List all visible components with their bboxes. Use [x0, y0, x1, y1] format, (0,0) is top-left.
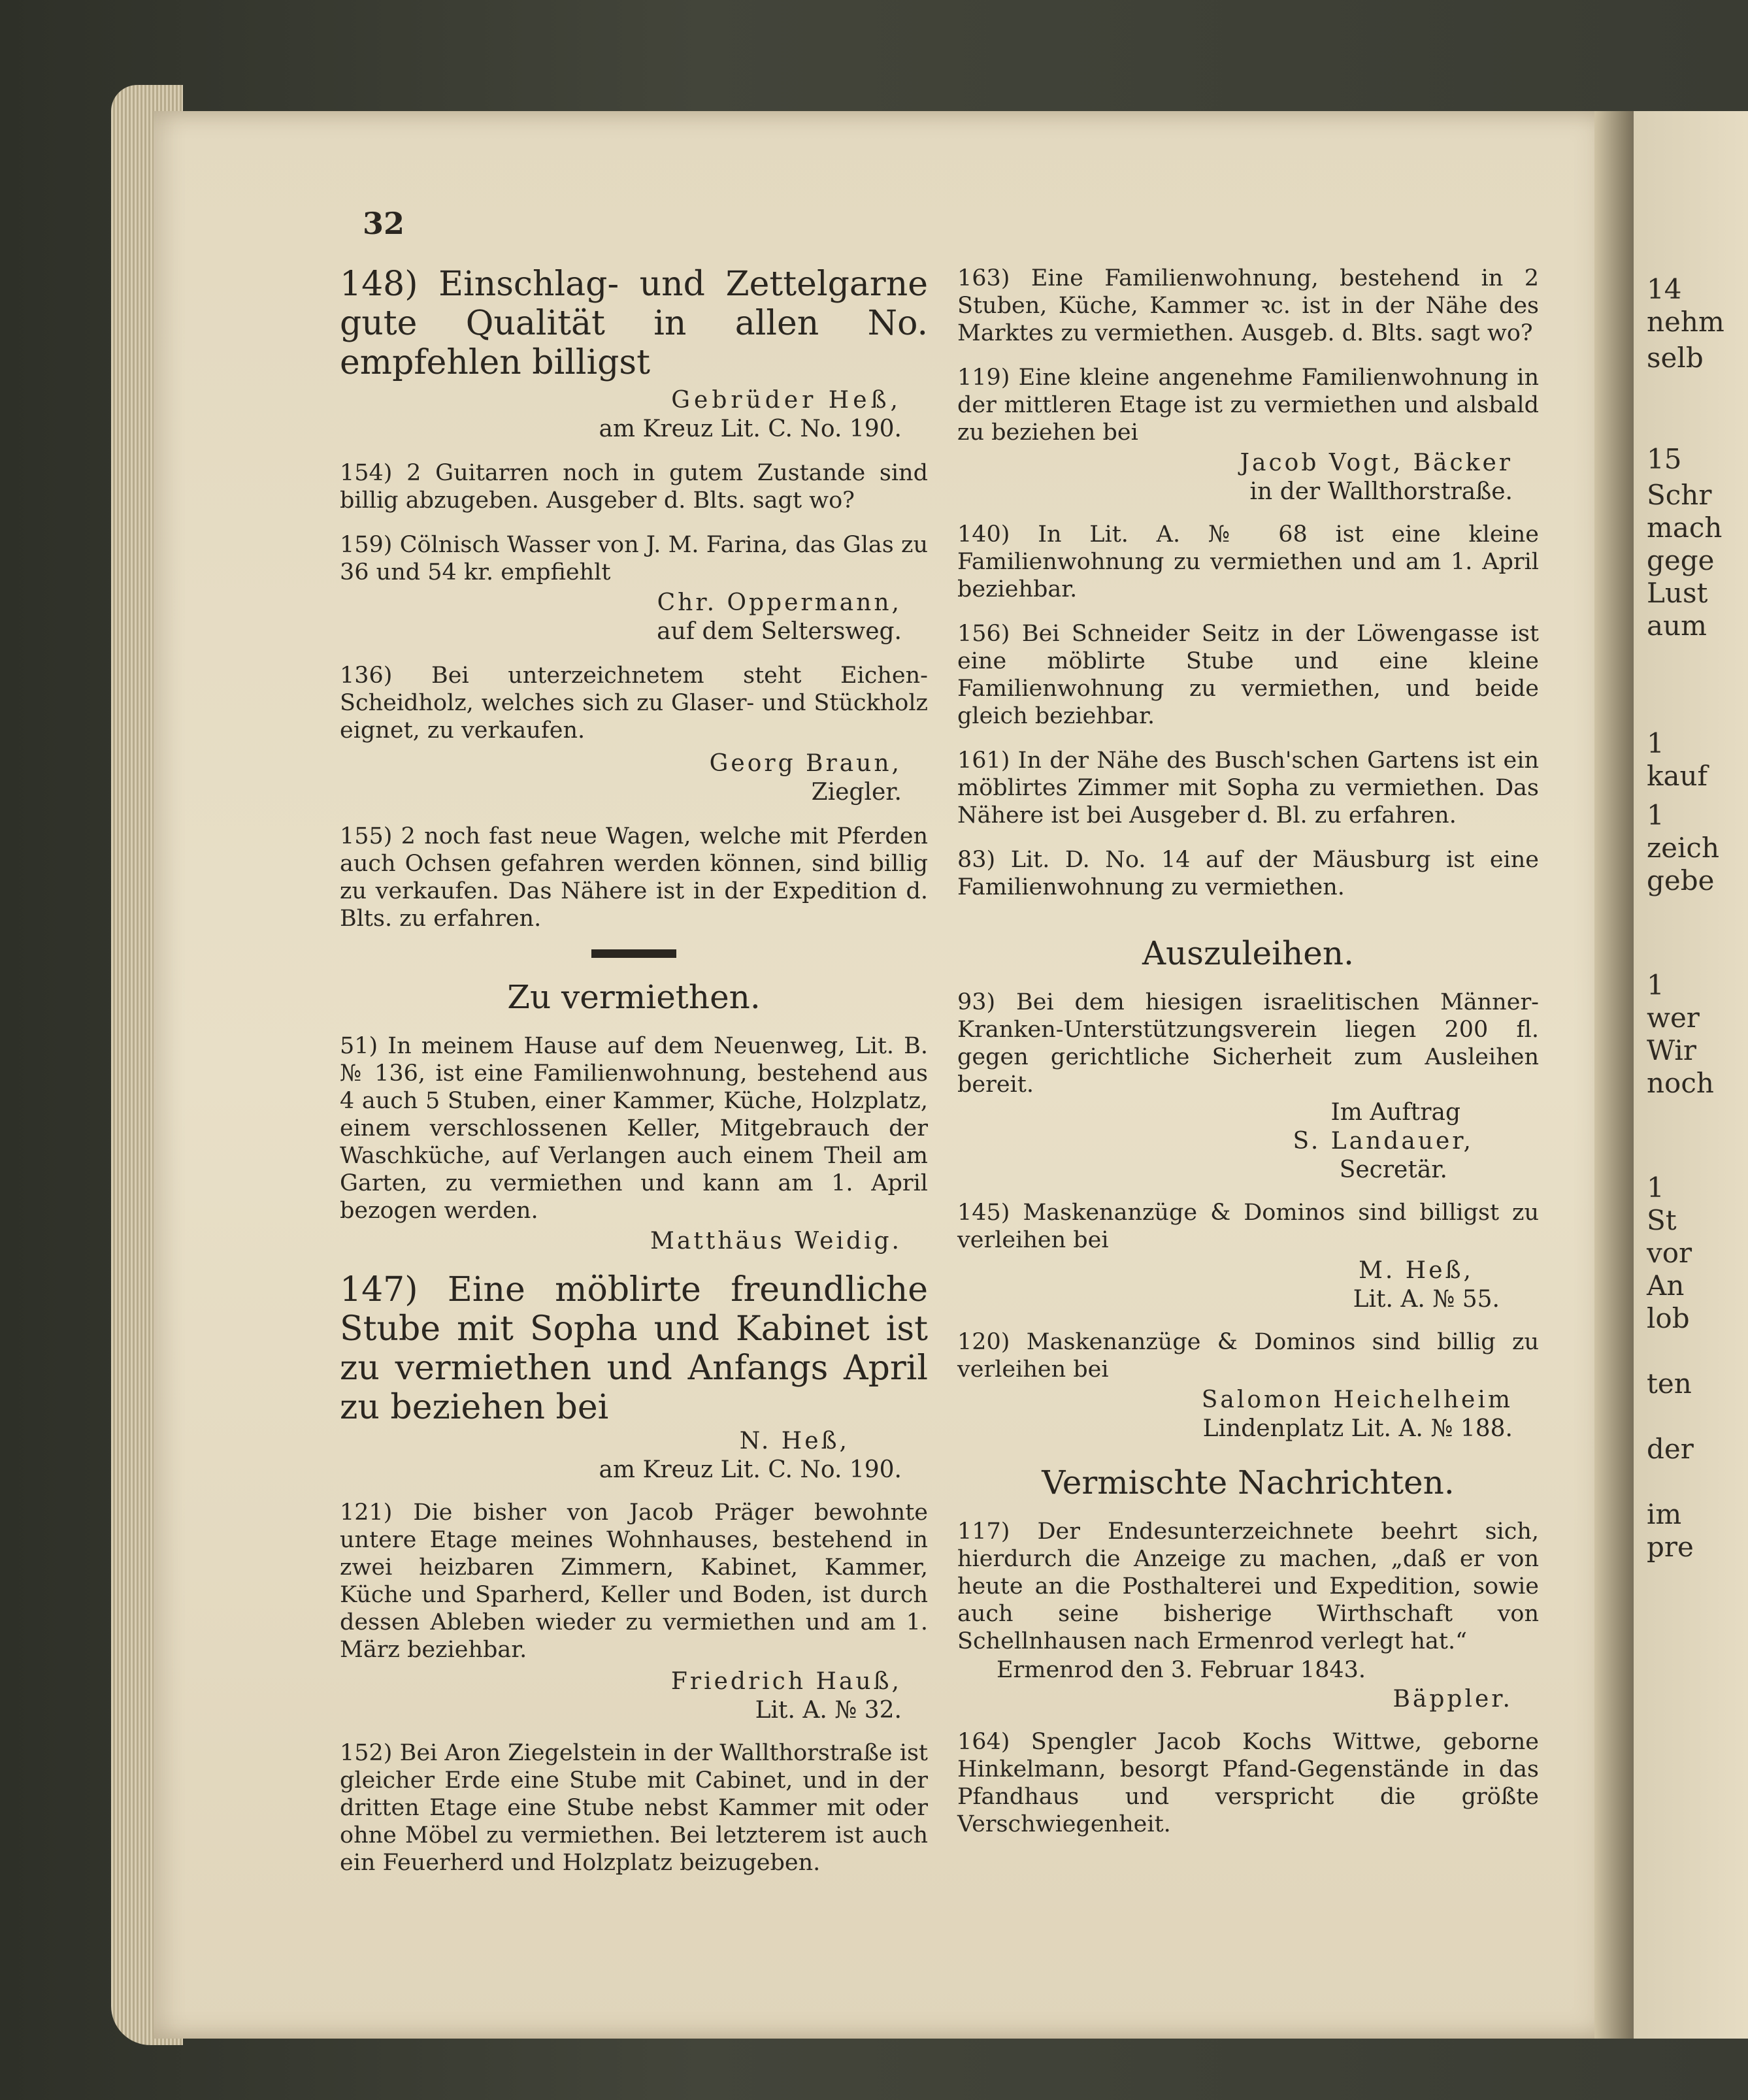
- ad-147: 147) Eine möblirte freundliche Stube mit Sopha und Kabinet ist zu vermiethen und Anfangs April zu beziehen bei: [340, 1270, 928, 1427]
- right-column: [957, 265, 1539, 1855]
- ad-119: 119) Eine kleine angenehme Familienwohnung in der mittleren Etage ist zu vermiethen und alsbald zu beziehen bei: [957, 365, 1539, 446]
- ad-136: 136) Bei unterzeichnetem steht Eichen-Scheidholz, welches sich zu Glaser- und Stückholz eignet, zu verkaufen.: [340, 663, 928, 744]
- ad-51: 51) In meinem Hause auf dem Neuenweg, Lit. B. № 136, ist eine Familienwohnung, bestehend aus 4 auch 5 Stuben, einer Kammer, Küche, Holzplatz, einem verschlossenen Keller, Mitgebrauch der Waschküche, auf Verlangen auch einem Theil am Garten, zu vermiethen und kann am 1. April bezogen werden.: [340, 1033, 928, 1224]
- ad-161: 161) In der Nähe des Busch'schen Gartens ist ein möblirtes Zimmer mit Sopha zu vermiethen. Das Nähere ist bei Ausgeber d. Bl. zu erfahren.: [957, 747, 1539, 829]
- ad-147-address: am Kreuz Lit. C. No. 190.: [599, 1456, 902, 1483]
- next-page-fragment: 15: [1647, 443, 1682, 475]
- ad-152: 152) Bei Aron Ziegelstein in der Wallthorstraße ist gleicher Erde eine Stube mit Cabinet, und in der dritten Etage eine Stube nebst Kammer mit oder ohne Möbel zu vermiethen. Bei letzterem ist auch ein Feuerherd und Holzplatz beizugeben.: [340, 1740, 928, 1876]
- ad-159-address: auf dem Seltersweg.: [657, 618, 902, 645]
- next-page-fragment: 1: [1647, 727, 1664, 759]
- ad-120-signature: Salomon Heichelheim: [1201, 1386, 1513, 1413]
- next-page-fragment: aum: [1647, 610, 1707, 642]
- next-page-fragment: gege: [1647, 544, 1715, 576]
- next-page-fragment: 14: [1647, 273, 1682, 305]
- ad-119-signature: Jacob Vogt, Bäcker: [1240, 450, 1513, 476]
- ad-83: 83) Lit. D. No. 14 auf der Mäusburg ist eine Familienwohnung zu vermiethen.: [957, 847, 1539, 900]
- ad-163: 163) Eine Familienwohnung, bestehend in 2 Stuben, Küche, Kammer ꝛc. ist in der Nähe des Marktes zu vermiethen. Ausgeb. d. Blts. sagt wo?: [957, 265, 1539, 346]
- ad-148: 148) Einschlag- und Zettelgarne gute Qualität in allen No. empfehlen billigst: [340, 265, 928, 382]
- ad-148-signature: Gebrüder Heß,: [671, 387, 902, 414]
- ad-145-address: Lit. A. № 55.: [1353, 1286, 1500, 1313]
- ad-93-note: Im Auftrag: [1330, 1099, 1460, 1126]
- ad-136-occupation: Ziegler.: [811, 779, 902, 806]
- next-page-fragment: kauf: [1647, 760, 1708, 792]
- next-page-fragment: im: [1647, 1498, 1682, 1530]
- next-page-fragment: lob: [1647, 1302, 1690, 1334]
- ad-159: 159) Cölnisch Wasser von J. M. Farina, das Glas zu 36 und 54 kr. empfiehlt: [340, 532, 928, 585]
- next-page-fragment: 1: [1647, 799, 1664, 831]
- next-page-fragment: nehm: [1647, 306, 1724, 338]
- ad-119-address: in der Wallthorstraße.: [1249, 478, 1513, 505]
- next-page-fragment: wer: [1647, 1002, 1700, 1034]
- next-page-fragment: St: [1647, 1204, 1677, 1236]
- ad-147-signature: N. Heß,: [739, 1428, 849, 1454]
- ad-164: 164) Spengler Jacob Kochs Wittwe, geborne Hinkelmann, besorgt Pfand-Gegenstände in das Pfandhaus und verspricht die größte Verschwiegenheit.: [957, 1729, 1539, 1837]
- next-page-fragment: zeich: [1647, 832, 1719, 864]
- next-page-fragment: vor: [1647, 1237, 1692, 1269]
- ad-136-signature: Georg Braun,: [709, 750, 902, 777]
- ad-51-signature: Matthäus Weidig.: [650, 1228, 902, 1255]
- next-page-fragment: An: [1647, 1270, 1685, 1302]
- ad-93: 93) Bei dem hiesigen israelitischen Männer-Kranken-Unterstützungsverein liegen 200 fl. gegen gerichtliche Sicherheit zum Ausleihen bereit.: [957, 989, 1539, 1098]
- next-page-edge: [1634, 111, 1748, 2039]
- heading-auszuleihen: Auszuleihen.: [1142, 934, 1354, 972]
- next-page-fragment: der: [1647, 1433, 1694, 1465]
- section-divider: [591, 949, 676, 958]
- next-page-fragment: Wir: [1647, 1034, 1696, 1066]
- ad-148-address: am Kreuz Lit. C. No. 190.: [599, 416, 902, 442]
- ad-121-address: Lit. A. № 32.: [755, 1697, 902, 1724]
- next-page-fragment: pre: [1647, 1531, 1694, 1563]
- next-page-fragment: mach: [1647, 512, 1723, 544]
- next-page-fragment: ten: [1647, 1368, 1692, 1400]
- next-page-fragment: noch: [1647, 1067, 1714, 1099]
- left-column: [340, 265, 928, 1894]
- ad-156: 156) Bei Schneider Seitz in der Löwengasse ist eine möblirte Stube und eine kleine Familienwohnung zu vermiethen, und beide gleich beziehbar.: [957, 621, 1539, 729]
- next-page-fragment: 1: [1647, 969, 1664, 1001]
- ad-117-signature: Bäppler.: [1393, 1686, 1513, 1713]
- ad-117-date: Ermenrod den 3. Februar 1843.: [997, 1657, 1366, 1683]
- next-page-fragment: selb: [1647, 342, 1704, 374]
- ad-159-signature: Chr. Oppermann,: [657, 589, 902, 616]
- ad-93-signature: S. Landauer,: [1293, 1128, 1474, 1155]
- ad-121-signature: Friedrich Hauß,: [670, 1668, 902, 1695]
- ad-145: 145) Maskenanzüge & Dominos sind billigst zu verleihen bei: [957, 1200, 1539, 1253]
- ad-140: 140) In Lit. A. № 68 ist eine kleine Familienwohnung zu vermiethen und am 1. April beziehbar.: [957, 521, 1539, 602]
- ad-145-signature: M. Heß,: [1359, 1257, 1474, 1284]
- ad-120-address: Lindenplatz Lit. A. № 188.: [1202, 1415, 1513, 1442]
- next-page-fragment: Schr: [1647, 479, 1712, 511]
- next-page-fragment: gebe: [1647, 864, 1715, 896]
- ad-121: 121) Die bisher von Jacob Präger bewohnte untere Etage meines Wohnhauses, bestehend in zwei heizbaren Zimmern, Kabinet, Kammer, Küche und Sparherd, Keller und Boden, ist durch dessen Ableben wieder zu vermiethen und am 1. März beziehbar.: [340, 1500, 928, 1663]
- next-page-fragment: 1: [1647, 1172, 1664, 1204]
- ad-154: 154) 2 Guitarren noch in gutem Zustande sind billig abzugeben. Ausgeber d. Blts. sagt wo?: [340, 460, 928, 514]
- page-number: 32: [363, 206, 405, 241]
- heading-zu-vermiethen: Zu vermiethen.: [507, 978, 761, 1016]
- heading-vermischte-nachrichten: Vermischte Nachrichten.: [1042, 1464, 1455, 1501]
- ad-155: 155) 2 noch fast neue Wagen, welche mit Pferden auch Ochsen gefahren werden können, sind billig zu verkaufen. Das Nähere ist in der Expedition d. Blts. zu erfahren.: [340, 823, 928, 932]
- ad-93-title: Secretär.: [1339, 1157, 1447, 1183]
- ad-120: 120) Maskenanzüge & Dominos sind billig zu verleihen bei: [957, 1329, 1539, 1383]
- ad-117: 117) Der Endesunterzeichnete beehrt sich, hierdurch die Anzeige zu machen, „daß er von heute an die Posthalterei und Expedition, sowie auch seine bisherige Wirthschaft von Schellnhausen nach Ermenrod verlegt hat.“: [957, 1518, 1539, 1654]
- next-page-fragment: Lust: [1647, 577, 1708, 609]
